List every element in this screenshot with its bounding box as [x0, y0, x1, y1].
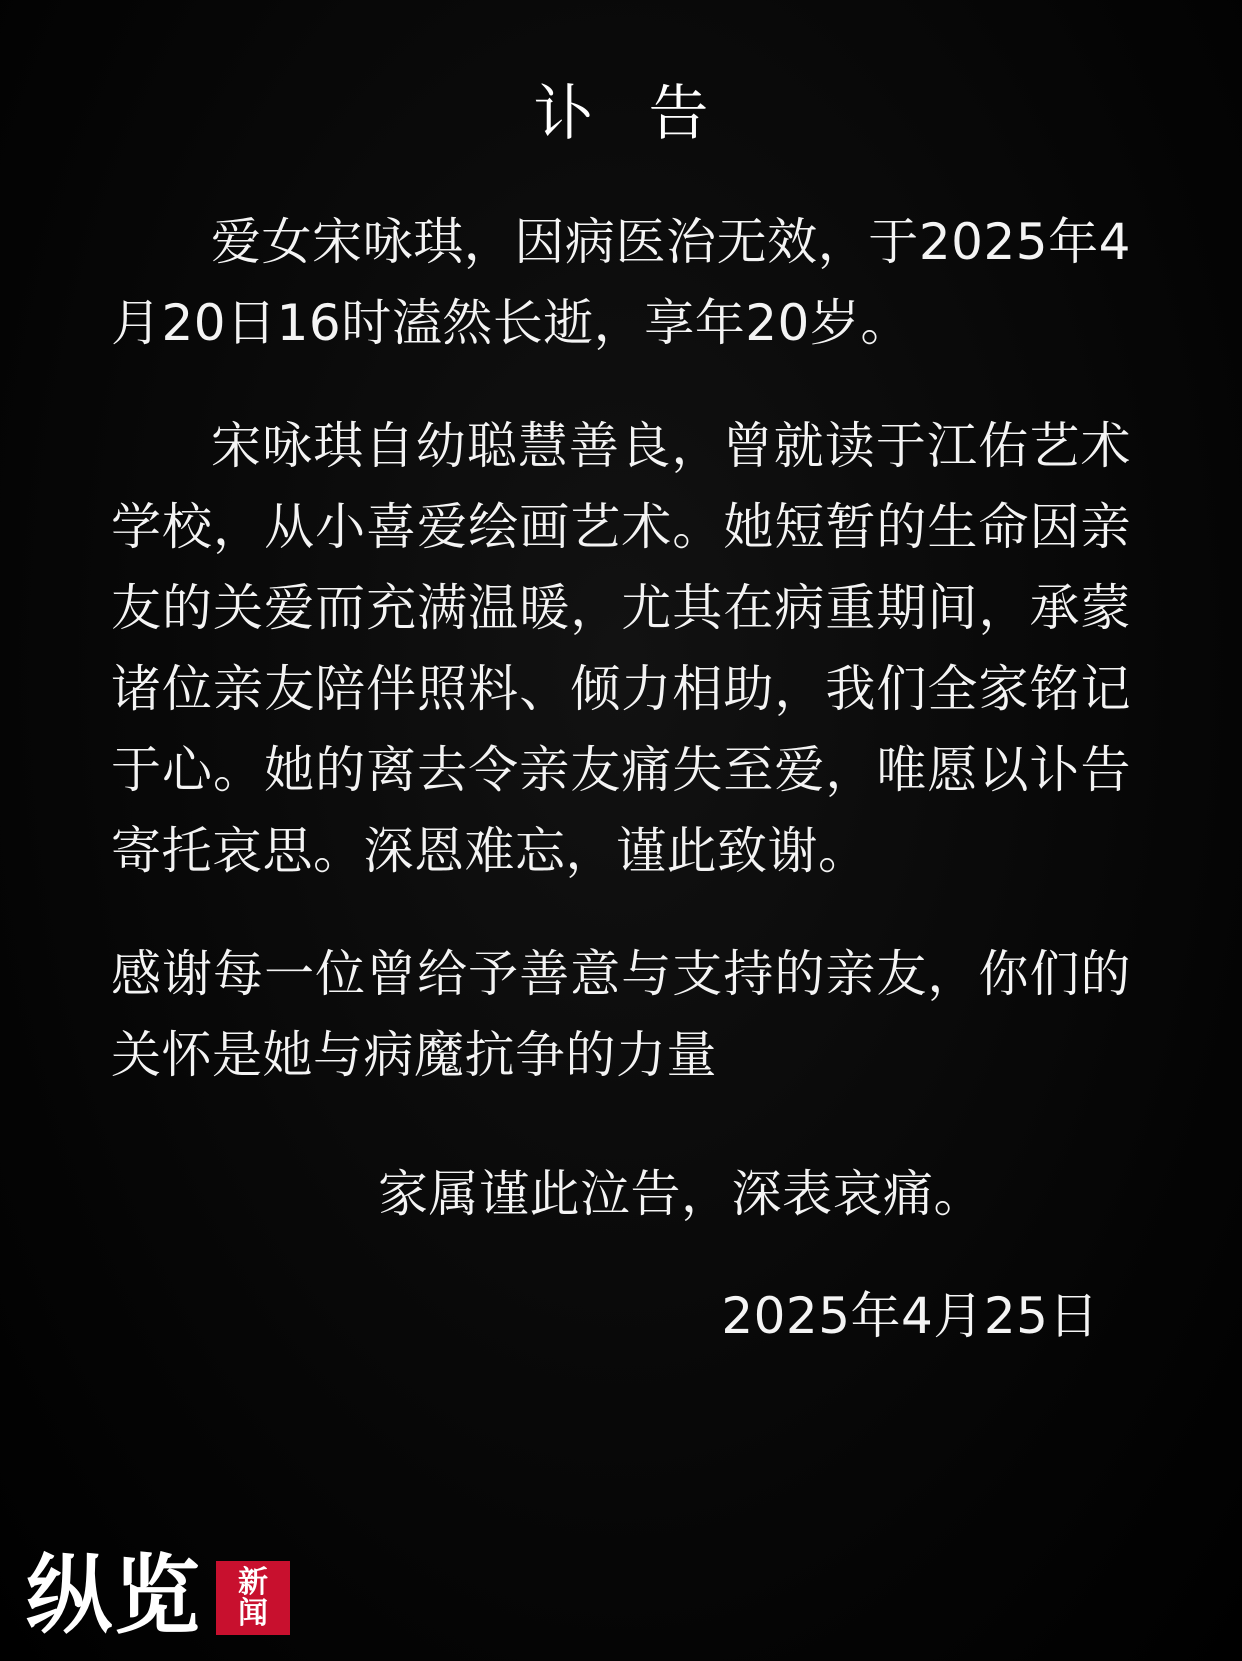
page-title: 讣 告 [533, 79, 727, 149]
watermark-badge-line1: 新 [238, 1564, 268, 1600]
watermark-brand-text: 纵览 [26, 1546, 202, 1646]
paragraph-3: 感谢每一位曾给予善意与支持的亲友，你们的关怀是她与病魔抗争的力量 [111, 945, 1131, 1084]
watermark-badge [216, 1561, 290, 1635]
date-line: 2025年4月25日 [721, 1287, 1099, 1345]
paragraph-1: 爱女宋咏琪，因病医治无效，于2025年4月20日16时溘然长逝，享年20岁。 [111, 213, 1131, 352]
signature-line: 家属谨此泣告，深表哀痛。 [378, 1165, 984, 1223]
obituary-body [111, 150, 1131, 1351]
paragraph-2: 宋咏琪自幼聪慧善良，曾就读于江佑艺术学校，从小喜爱绘画艺术。她短暂的生命因亲友的关爱而充满温暖，尤其在病重期间，承蒙诸位亲友陪伴照料、倾力相助，我们全家铭记于心。她的离去令亲友痛失至爱，唯愿以讣告寄托哀思。深恩难忘，谨此致谢。 [111, 417, 1131, 880]
watermark-badge-line2: 闻 [238, 1596, 268, 1631]
watermark-logo [26, 1519, 290, 1646]
